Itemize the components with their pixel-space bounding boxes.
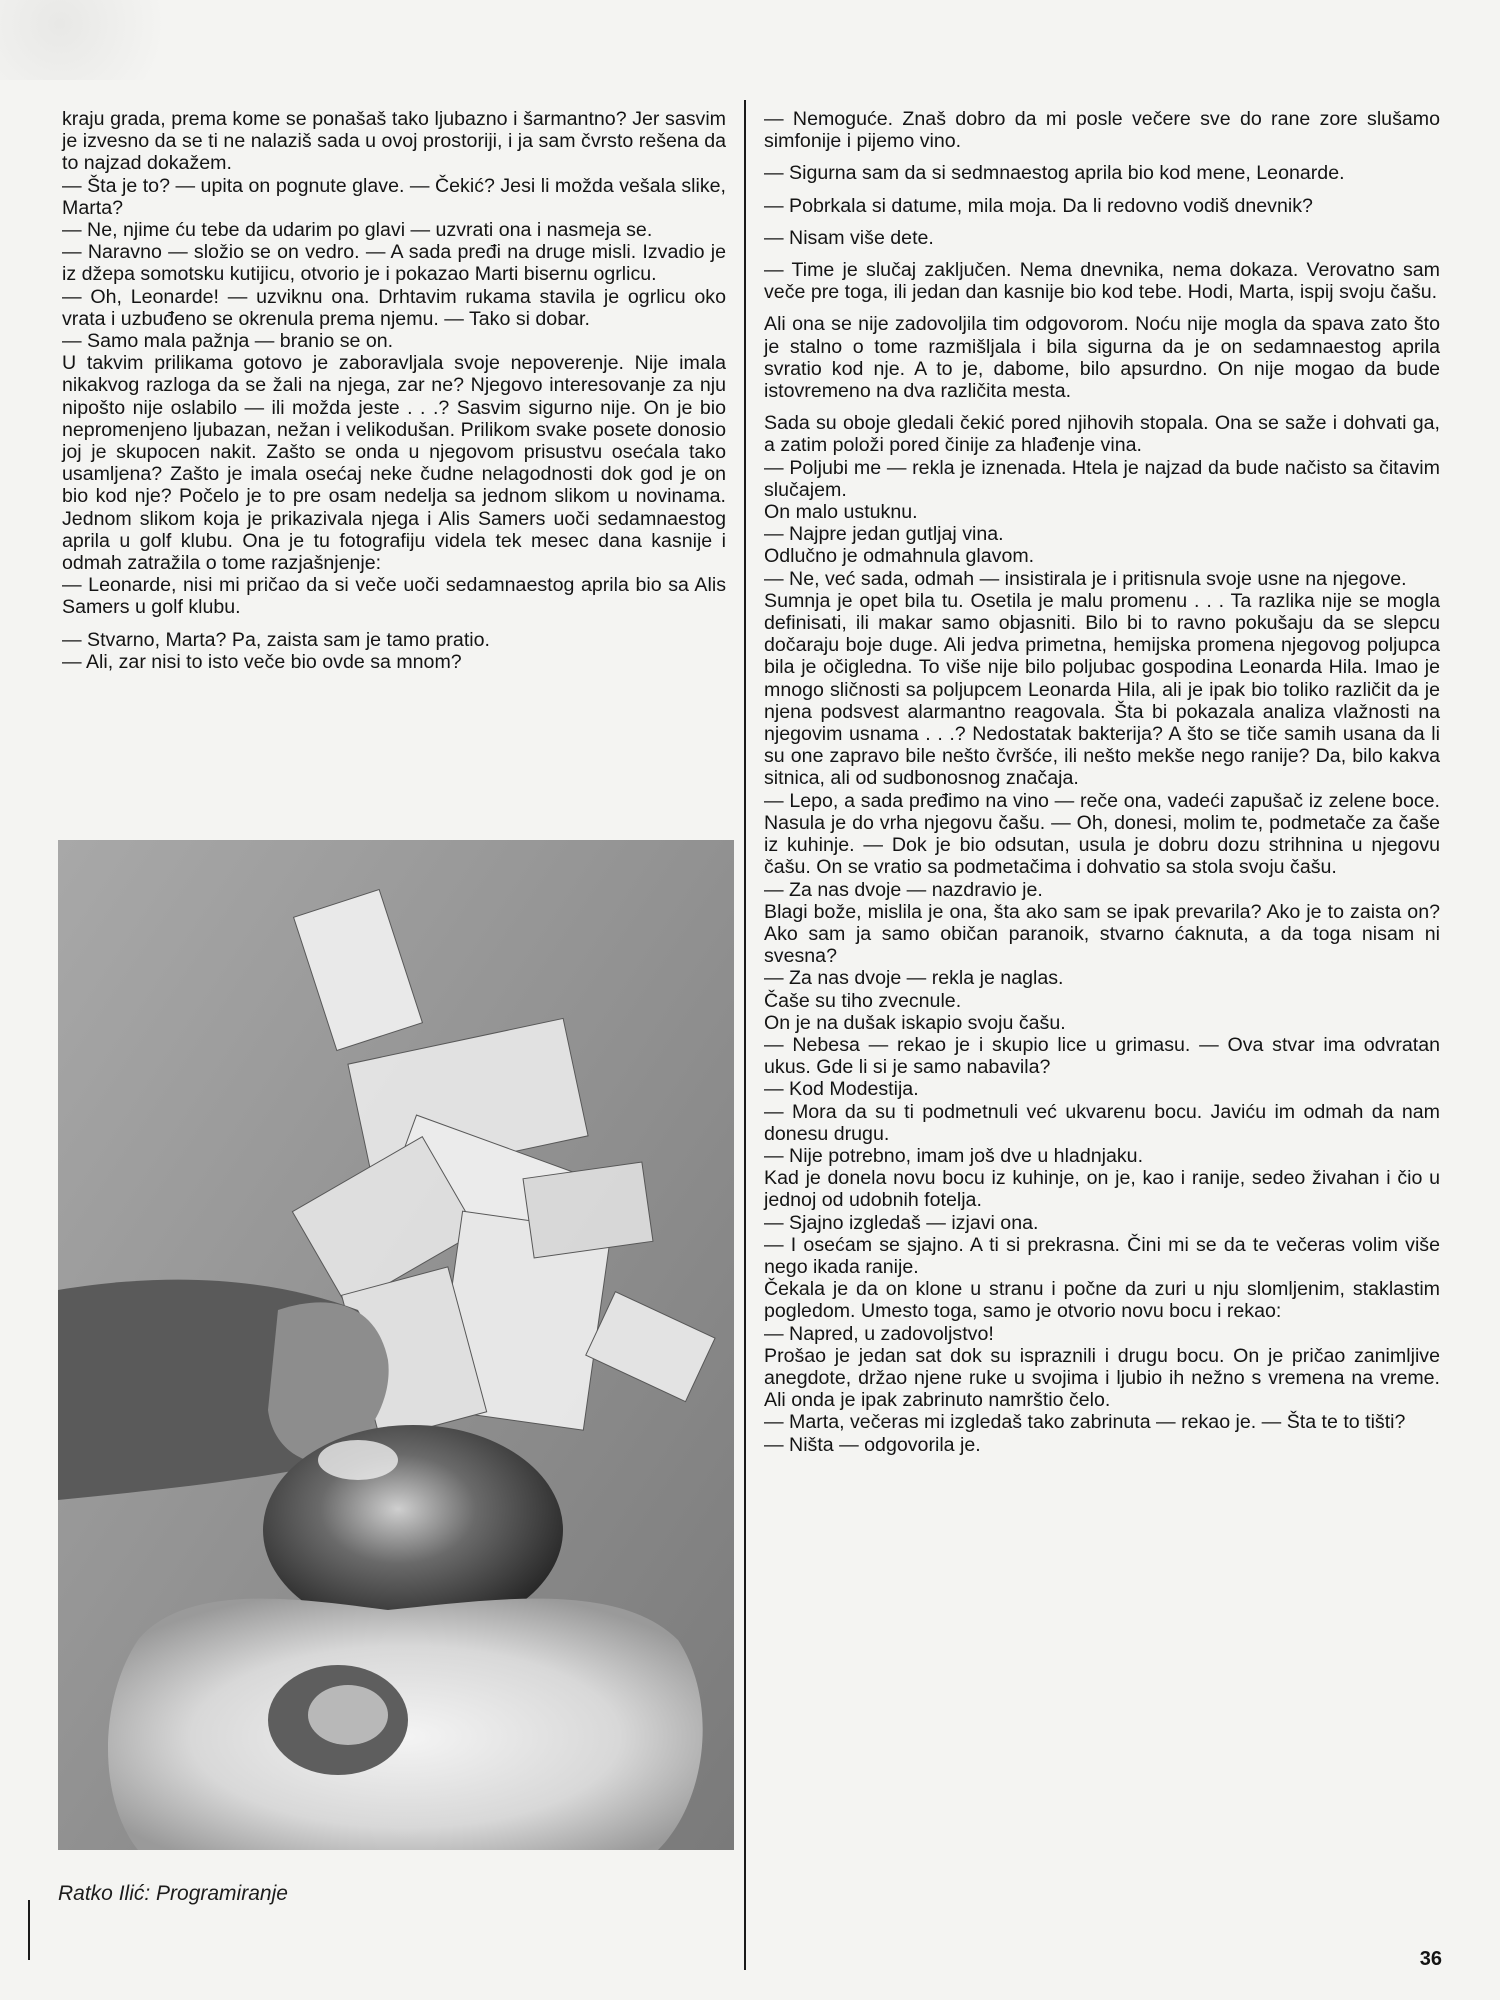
paragraph: — Ništa — odgovorila je.	[764, 1433, 981, 1456]
left-text-column	[62, 108, 726, 673]
paragraph: — Šta je to? — upita on pognute glave. — Čekić? Jesi li možda vešala slike, Marta?	[62, 174, 726, 219]
paragraph: — Naravno — složio se on vedro. — A sada pređi na druge misli. Izvadio je iz džepa somotsku kutijicu, otvorio je i pokazao Marti bisernu ogrlicu.	[62, 241, 726, 286]
paragraph: — Ali, zar nisi to isto veče bio ovde sa mnom?	[62, 650, 462, 673]
paragraph: Kad je donela novu bocu iz kuhinje, on je, kao i ranije, sedeo živahan i čio u jednoj od udobnih fotelja.	[764, 1167, 1440, 1212]
paragraph: — Za nas dvoje — rekla je naglas.	[764, 967, 1064, 990]
paragraph: — Mora da su ti podmetnuli već ukvarenu bocu. Javiću im odmah da nam donesu drugu.	[764, 1100, 1440, 1145]
page-number: 36	[1419, 1948, 1442, 1970]
paragraph: — Nebesa — rekao je i skupio lice u grimasu. — Ova stvar ima odvratan ukus. Gde li si je samo nabavila?	[764, 1033, 1440, 1079]
paragraph: — Napred, u zadovoljstvo!	[764, 1322, 994, 1345]
paragraph: — Nije potrebno, imam još dve u hladnjaku.	[764, 1144, 1144, 1167]
paragraph: Odlučno je odmahnula glavom.	[764, 545, 1035, 568]
paragraph: — Za nas dvoje — nazdravio je.	[764, 878, 1043, 901]
paragraph: — Lepo, a sada pređimo na vino — reče ona, vadeći zapušač iz zelene boce. Nasula je do vrha njegovu čašu. — Oh, donesi, molim te, podmetače za čaše iz kuhinje. — Dok je bio odsutan, usula je dobru dozu strihnina u njegovu čašu. On se vratio sa podmetačima i dohvatio sa stola svoju čašu.	[764, 789, 1440, 879]
paper-stain	[0, 0, 200, 80]
paragraph: — I osećam se sjajno. A ti si prekrasna. Čini mi se da te večeras volim više nego ikada ranije.	[764, 1233, 1440, 1278]
paragraph: U takvim prilikama gotovo je zaboravljala svoje nepoverenje. Nije imala nikakvog razloga da se žali na njega, zar ne? Njegovo interesovanje za nju nipošto nije oslabilo — ili možda jeste . . .? Sasvim sigurno nije. On je bio nepromenjeno ljubazan, nežan i velikodušan. Prilikom svake posete donosio joj je skupocen nakit. Zašto se onda u njegovom prisustvu osećala tako usamljena? Zašto je imala osećaj neke čudne nelagodnosti dok god je on bio kod nje? Počelo je to pre osam nedelja sa jednom slikom u novinama. Jednom slikom koja je prikazivala njega i Alis Samers uoči sedamnaestog aprila u golf klubu. Ona je tu fotografiju videla tek mesec dana kasnije i odmah zatražila o tome razjašnjenje:	[62, 352, 726, 575]
paragraph: Sumnja je opet bila tu. Osetila je malu promenu . . . Ta razlika nije se mogla definisati, ili makar samo objasniti. Bilo bi to ravno pokušaju da se slepcu dočaraju boje duge. Ali jedva primetna, hemijska promena njegovog poljupca bila je očigledna. To više nije bilo poljubac gospodina Leonarda Hila. Imao je mnogo sličnosti sa poljupcem Leonarda Hila, ali je ipak bio toliko različit da je njena podsvest alarmantno reagovala. Šta bi pokazala analiza vlažnosti na njegovim usnama . . .? Nedostatak bakterija? A što se tiče samih usana da li su one zapravo bile nešto čvršće, ili nešto mekše nego ranije? Da, bilo kakva sitnica, ali od sudbonosnog značaja.	[764, 589, 1440, 790]
paragraph: — Ne, već sada, odmah — insistirala je i pritisnula svoje usne na njegove.	[764, 567, 1407, 590]
paragraph: — Nisam više dete.	[764, 226, 934, 249]
paragraph: — Leonarde, nisi mi pričao da si veče uoči sedamnaestog aprila bio sa Alis Samers u golf klubu.	[62, 574, 726, 619]
paragraph: — Marta, večeras mi izgledaš tako zabrinuta — rekao je. — Šta te to tišti?	[764, 1411, 1406, 1434]
paragraph: — Sjajno izgledaš — izjavi ona.	[764, 1211, 1039, 1234]
paragraph: Čaše su tiho zvecnule.	[764, 989, 962, 1012]
paragraph: Sada su oboje gledali čekić pored njihovih stopala. Ona se saže i dohvati ga, a zatim položi pored činije za hlađenje vina.	[764, 412, 1440, 457]
paragraph: — Oh, Leonarde! — uzviknu ona. Drhtavim rukama stavila je ogrlicu oko vrata i uzbuđeno se okrenula prema njemu. — Tako si dobar.	[62, 285, 726, 330]
paragraph: Ali ona se nije zadovoljila tim odgovorom. Noću nije mogla da spava zato što je stalno o tome razmišljala i bila sigurna da je on sedamnaestog aprila svratio kod nje. A to je, dabome, bilo apsurdno. On nije mogao da bude istovremeno na dva različita mesta.	[764, 313, 1440, 403]
paragraph: Čekala je da on klone u stranu i počne da zuri u nju slomljenim, staklastim pogledom. Umesto toga, samo je otvorio novu bocu i rekao:	[764, 1278, 1440, 1323]
paragraph: On malo ustuknu.	[764, 501, 918, 524]
paragraph: — Samo mala pažnja — branio se on.	[62, 330, 394, 353]
paragraph: — Ne, njime ću tebe da udarim po glavi — uzvrati ona i nasmeja se.	[62, 219, 653, 242]
paragraph: — Kod Modestija.	[764, 1078, 919, 1101]
right-text-column	[764, 108, 1440, 1456]
paragraph: — Poljubi me — rekla je iznenada. Htela je najzad da bude načisto sa čitavim slučajem.	[764, 456, 1440, 501]
margin-rule	[28, 1900, 30, 1960]
paragraph: — Stvarno, Marta? Pa, zaista sam je tamo pratio.	[62, 628, 490, 651]
paragraph: Blagi bože, mislila je ona, šta ako sam se ipak prevarila? Ako je to zaista on? Ako sam ja samo običan paranoik, stvarno ćaknuta, a da toga nisam ni svesna?	[764, 900, 1440, 968]
paragraph: On je na dušak iskapio svoju čašu.	[764, 1011, 1066, 1034]
paragraph: — Pobrkala si datume, mila moja. Da li redovno vodiš dnevnik?	[764, 194, 1313, 217]
paragraph: Prošao je jedan sat dok su ispraznili i drugu bocu. On je pričao zanimljive anegdote, držao njene ruke u svojima i ljubio ih nežno s vremena na vreme. Ali onda je ipak zabrinuto namrštio čelo.	[764, 1344, 1440, 1412]
paragraph: — Time je slučaj zaključen. Nema dnevnika, nema dokaza. Verovatno sam veče pre toga, ili jedan dan kasnije bio kod tebe. Hodi, Marta, ispij svoju čašu.	[764, 259, 1440, 304]
paragraph: — Sigurna sam da si sedmnaestog aprila bio kod mene, Leonarde.	[764, 162, 1345, 185]
illustration-photo	[58, 840, 734, 1850]
photo-caption: Ratko Ilić: Programiranje	[58, 1882, 288, 1905]
paragraph: kraju grada, prema kome se ponašaš tako ljubazno i šarmantno? Jer sasvim je izvesno da se ti ne nalaziš sada u ovoj prostoriji, i ja sam čvrsto rešena da to najzad dokažem.	[62, 108, 726, 175]
column-divider	[744, 100, 746, 1970]
paragraph: — Najpre jedan gutljaj vina.	[764, 523, 1004, 546]
paragraph: — Nemoguće. Znaš dobro da mi posle večere sve do rane zore slušamo simfonije i pijemo vino.	[764, 108, 1440, 153]
